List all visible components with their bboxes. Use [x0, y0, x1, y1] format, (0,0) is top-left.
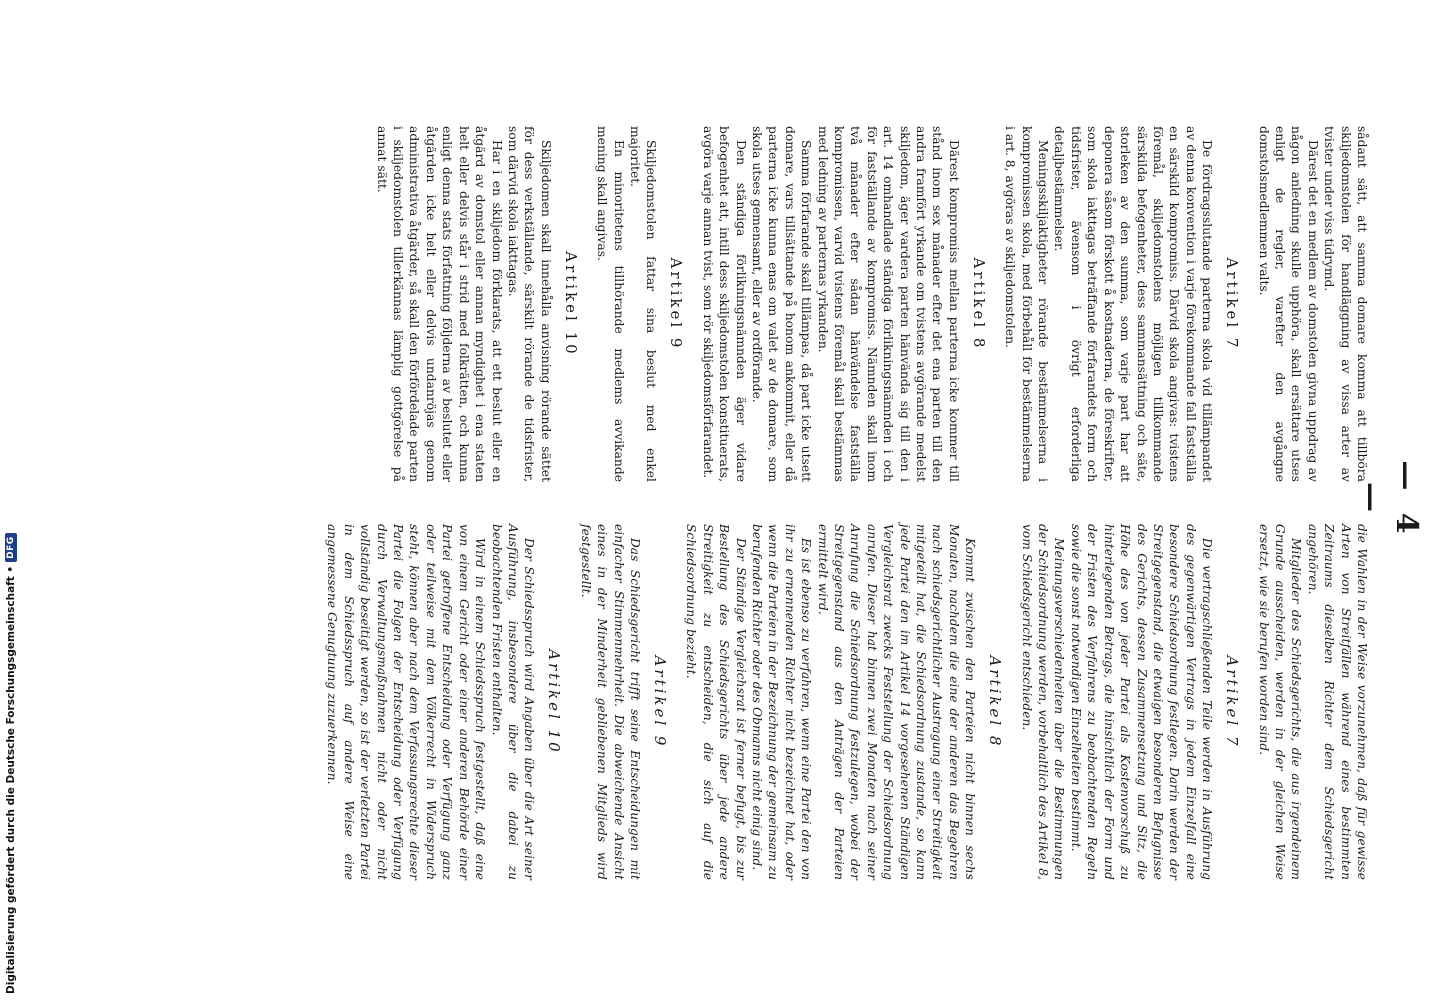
article-heading: Artikel 10	[545, 649, 564, 755]
swedish-article-10	[373, 126, 579, 482]
article-heading: Artikel 8	[969, 257, 988, 351]
german-article-9	[577, 524, 669, 880]
paragraph: Därest det en medlem av domstolen givna uppdrag av någon anledning skulle upphöra, skall ersättare utses enligt de regler, varefter den avgångne domstolsmedlemmen valts.	[1256, 126, 1320, 482]
paragraph: sådant sätt, att samma domare komma att tillböra skiljedomstolen för handläggning av vissa arter av tvister under viss tidrymd.	[1322, 126, 1369, 482]
paragraph: Meningsskiljaktigheter rörande bestämmelserna i kompromissen skola, med förbehåll för bestämmelserna i art. 8, avgöras av skiljedomstolen.	[1003, 126, 1051, 482]
paragraph: Wird in einem Schiedsspruch festgestellt, daß eine von einem Gericht oder einer anderen Behörde einer Partei getroffene Entscheidung oder Verfügung ganz oder teilweise mit dem Völkerrecht in Widerspruch steht, können aber nach dem Verfassungsrechte dieser Partei die Folgen der Entscheidung oder Verfügung durch Verwaltungsmaßnahmen nicht oder nicht vollständig beseitigt werden, so ist der verletzten Partei in dem Schiedsspruch auf andere Weise eine angemessene Genugtuung zuzuerkennen.	[325, 524, 488, 880]
dfg-logo: DFG	[5, 533, 17, 562]
paragraph: Den ständiga förlikningsnämnden äger vidare befogenhet att, intill dess skiljedomstolen konstituerats, avgöra varje annan tvist, som rör skiljedomsförfarandet.	[700, 126, 748, 482]
paragraph: Meinungsverschiedenheiten über die Bestimmungen der Schiedsordnung werden, vorbehaltlich des Artikel 8, vom Schiedsgericht entschieden.	[1019, 524, 1067, 880]
paragraph: Die vertragschließenden Teile werden in Ausführung des gegenwärtigen Vertrags in jedem Einzelfall eine besondere Schiedsordnung festlegen. Darin werden der Streitgegenstand, die etwaigen besonderen Befugnisse des Gerichts, dessen Zusammensetzung und Sitz, die Höhe des von jeder Partei als Kostenvorschuß zu hinterlegenden Betrags, die hinsichtlich der Form und der Fristen des Verfahrens zu beobachtenden Regeln sowie die sonst notwendigen Einzelheiten bestimmt.	[1068, 524, 1215, 880]
paragraph: Der Schiedsspruch wird Angaben über die Art seiner Ausführung, insbesondere über die dabei zu beobachtenden Fristen enthalten.	[489, 524, 537, 880]
paragraph: En minoritetens tillhörande medlems avvikande mening skall angivas.	[595, 126, 626, 482]
paragraph: Skiljedomstolen fattar sina beslut med enkel majoritet.	[627, 126, 659, 482]
article-heading: Artikel 10	[561, 251, 580, 357]
paragraph: Es ist ebenso zu verfahren, wenn eine Partei den von ihr zu ernennenden Richter nicht bezeichnet hat, oder wenn die Parteien in der Bezeichnung der gemeinsam zu berufenden Richter oder des Obmanns nicht einig sind.	[750, 524, 814, 880]
swedish-intro	[1255, 126, 1370, 482]
paragraph: Das Schiedsgericht trifft seine Entscheidungen mit einfacher Stimmenmehrheit. Die abweichende Ansicht eines in der Minderheit gebliebenen Mitglieds wird festgestellt.	[578, 524, 642, 880]
german-article-8	[683, 524, 1004, 880]
page-number: — 4 —	[1354, 460, 1424, 540]
article-heading: Artikel 9	[650, 655, 669, 749]
paragraph: De fördragsslutande parterna skola vid tillämpandet av denna konvention i varje förekommande fall fastställa en särskild kompromiss. Därvid skola angivas: tvistens föremål, skiljedomstolens möjligen tillkommande särskilda befogenheter, dess sammansättning och säte, storleken av den summa, som varje part har att deponera såsom förskott å kostnaderna, de föreskrifter, som skola iakttagas beträffande förfarandets form och tidsfrister, ävensom i övrigt erforderliga detaljbestämmelser.	[1052, 126, 1215, 482]
swedish-column	[359, 126, 1370, 482]
paragraph: Kommt zwischen den Parteien nicht binnen sechs Monaten, nachdem die eine der anderen das Begehren nach schiedsgerichtlicher Austragung einer Streitigkeit mitgeteilt hat, die Schiedsordnung zustande, so kann jede Partei den im Artikel 14 vorgesehenen Ständigen Vergleichsrat zwecks Feststellung der Schiedsordnung anrufen. Dieser hat binnen zwei Monaten nach seiner Anrufung die Schiedsordnung festzulegen, wobei der Streitgegenstand aus den Anträgen der Parteien ermittelt wird.	[815, 524, 978, 880]
paragraph: Därest kompromiss mellan parterna icke kommer till stånd inom sex månader efter det ena parten till den andra framfört yrkande om tvistens avgörande medelst skiljedom, äger vardera parten hänvända sig till den i art. 14 omhandlade ständiga förlikningsnämnden i och för fastställande av kompromiss. Nämnden skall inom två månader efter sådan hänvändelse fastställa kompromissen, varvid tvistens föremål skall bestämmas med ledning av parternas yrkanden.	[815, 126, 961, 482]
article-heading: Artikel 8	[986, 655, 1005, 749]
german-article-10	[324, 524, 563, 880]
article-heading: Artikel 7	[1223, 257, 1242, 351]
swedish-article-9	[594, 126, 686, 482]
article-heading: Artikel 7	[1223, 655, 1242, 749]
article-heading: Artikel 9	[667, 257, 686, 351]
paragraph: Samma förfarande skall tillämpas, då part icke utsett domare, vars tillsättande på honom ankommit, eller då parterna icke kunna enas om valet av de domare, som skola utses gemensamt, eller av ordförande.	[750, 126, 814, 482]
german-intro	[1255, 524, 1370, 880]
credit-text: Digitalisierung gefördert durch die Deutsche Forschungsgemeinschaft •	[5, 565, 17, 994]
paragraph: Skiljedomen skall innehålla anvisning rörande sättet för dess verkställande, särskilt rörande de tidsfrister, som därvid skola iakttagas.	[505, 126, 553, 482]
german-article-7	[1018, 524, 1241, 880]
german-column	[310, 524, 1370, 880]
swedish-article-7	[1002, 126, 1241, 482]
paragraph: Mitglieder des Schiedsgerichts, die aus irgendeinem Grunde ausscheiden, werden in der gleichen Weise ersetzt, wie sie berufen worden sind.	[1256, 524, 1304, 880]
swedish-article-8	[699, 126, 988, 482]
digitization-credit	[2, 0, 20, 998]
paragraph: Der Ständige Vergleichsrat ist ferner befugt, bis zur Bestellung des Schiedsgerichts über jede andere Streitigkeit zu entscheiden, die sich auf die Schiedsordnung bezieht.	[684, 524, 748, 880]
paragraph: die Wahlen in der Weise vorzunehmen, daß für gewisse Arten von Streitfällen während eines bestimmten Zeitraums dieselben Richter dem Schiedsgericht angehören.	[1305, 524, 1369, 880]
paragraph: Har i en skiljedom förklarats, att ett beslut eller en åtgärd av domstol eller annan myndighet i ena staten helt eller delvis står i strid med folkrätten, och kunna enligt denna stats författning följderna av beslutet eller åtgärden icke helt eller delvis undanröjas genom administrativa åtgärder, så skall den förfördelade parten i skiljedomstolen tillerkännas lämplig gottgörelse på annat sätt.	[374, 126, 504, 482]
